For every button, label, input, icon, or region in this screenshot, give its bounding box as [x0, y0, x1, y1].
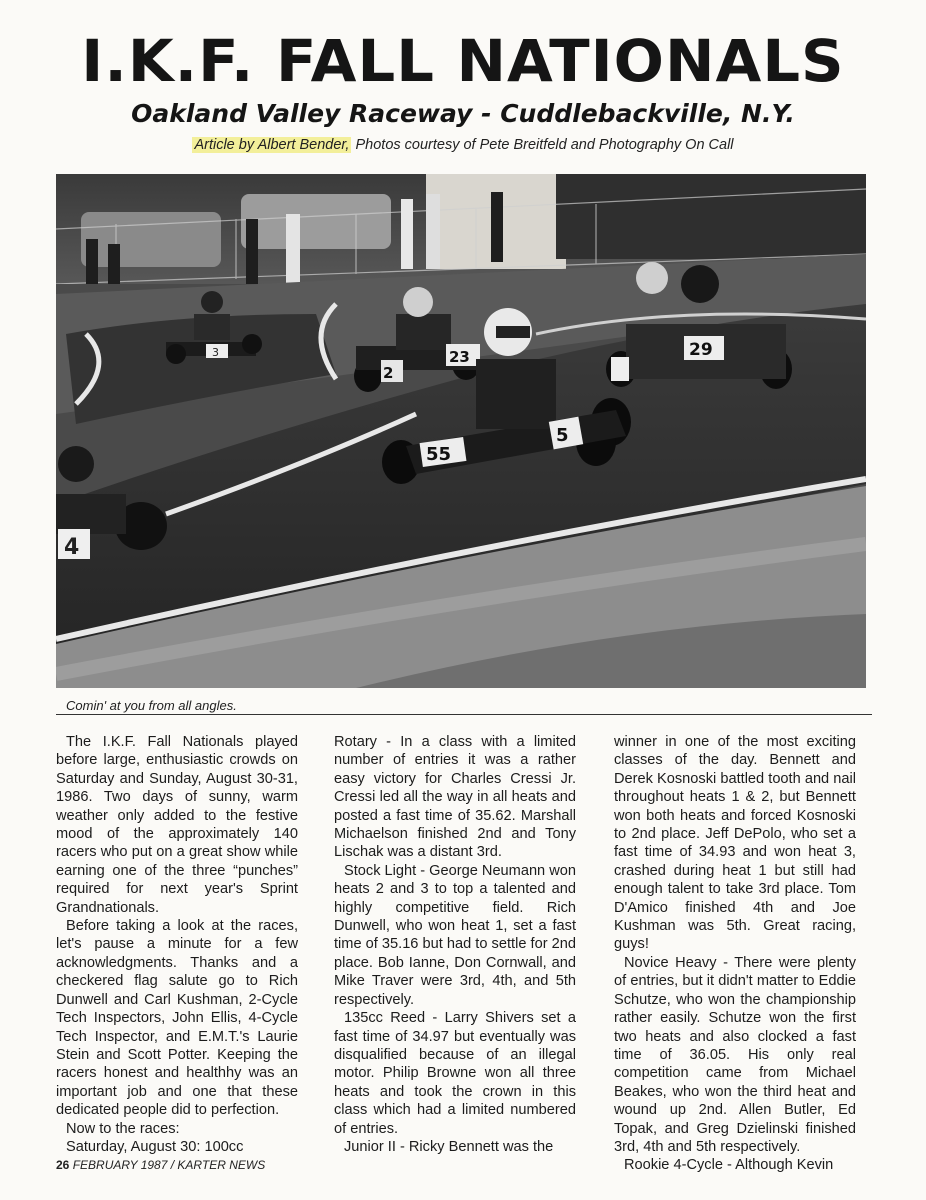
paragraph: 135cc Reed - Larry Shivers set a fast time of 34.97 but eventually was disqualified because of an illegal motor. Philip Browne won all three heats and took the crown in this class which had a limited numbered of entries.: [334, 1010, 576, 1137]
kart-number-2: 2: [383, 364, 394, 382]
kart-number-5: 5: [556, 425, 569, 446]
race-photo: [56, 174, 866, 688]
article-subtitle: Oakland Valley Raceway - Cuddlebackville, N.Y.: [131, 99, 795, 128]
author-credit: Article by Albert Bender,: [194, 137, 350, 153]
paragraph: winner in one of the most exciting classes of the day. Bennett and Derek Kosnoski battled tooth and nail throughout heats 1 & 2, but Bennett won both heats and forced Kosnoski to 2nd place. Jeff DePolo, who set a fast time of 34.93 and won heat 3, crashed during heat 1 but still had enough talent to take 3rd place. Tom D'Amico finished 4th and Joe Kushman was 5th. Great racing, guys!: [614, 734, 856, 953]
kart-number-4: 4: [64, 535, 80, 560]
issue-info: FEBRUARY 1987 / KARTER NEWS: [69, 1158, 266, 1172]
photo-credit: Photos courtesy of Pete Breitfeld and Photography On Call: [351, 137, 734, 153]
article-credits: [0, 135, 926, 155]
page-number: 26: [56, 1158, 70, 1172]
photo-caption: Comin' at you from all angles.: [66, 698, 237, 713]
paragraph: Before taking a look at the races, let's pause a minute for a few acknowledgments. Thanks and a checkered flag salute go to Rich Dunwell and Carl Kushman, 2-Cycle Tech Inspectors, John Ellis, 4-Cycle Tech Inspector, and E.M.T.'s Laurie Stein and Scott Potter. Keeping the racers honest and healthhy was an important job and one that these dedicated people did to perfection.: [56, 918, 298, 1119]
kart-number-3: 3: [212, 346, 219, 359]
article-column-1: [56, 733, 298, 1156]
paragraph: Rotary - In a class with a limited number of entries it was a rather easy victory for Charles Cressi Jr. Cressi led all the way in all heats and posted a fast time of 35.62. Marshall Michaelson finished 2nd and Tony Lischak was a distant 3rd.: [334, 734, 576, 861]
article-column-3: [614, 733, 856, 1175]
paragraph: Junior II - Ricky Bennett was the: [344, 1138, 554, 1155]
article-title: I.K.F. FALL NATIONALS: [81, 27, 845, 95]
kart-number-55: 55: [426, 444, 452, 465]
paragraph: Saturday, August 30: 100cc: [66, 1138, 244, 1155]
paragraph: Stock Light - George Neumann won heats 2 and 3 to top a talented and highly competitive field. Rich Dunwell, who won heat 1, set a fast time of 35.16 but had to settle for 2nd place. Bob Ianne, Don Cornwall, and Mike Traver were 3rd, 4th, and 5th respectively.: [334, 862, 577, 1008]
kart-number-23: 23: [449, 348, 470, 366]
kart-number-29: 29: [689, 340, 713, 360]
paragraph: The I.K.F. Fall Nationals played before large, enthusiastic crowds on Saturday and Sunday, August 30-31, 1986. Two days of sunny, warm weather only added to the festive mood of the approximately 140 racers who put on a great show while earning one of the three “punches” required for next year's Sprint Grandnationals.: [56, 734, 298, 916]
page-footer: [56, 1158, 265, 1172]
paragraph: Novice Heavy - There were plenty of entries, but it didn't matter to Eddie Schutze, who won the championship rather easily. Schutze won the first two heats and also clocked a fast time of 36.05. His only real competition came from Michael Beakes, who won the third heat and wound up 2nd. Allen Butler, Ed Topak, and Greg Dzielinski finished 3rd, 4th and 5th respectively.: [614, 954, 856, 1155]
paragraph: Rookie 4-Cycle - Although Kevin: [624, 1157, 834, 1174]
article-column-2: [334, 733, 576, 1156]
paragraph: Now to the races:: [66, 1120, 180, 1137]
caption-divider: [56, 714, 872, 715]
